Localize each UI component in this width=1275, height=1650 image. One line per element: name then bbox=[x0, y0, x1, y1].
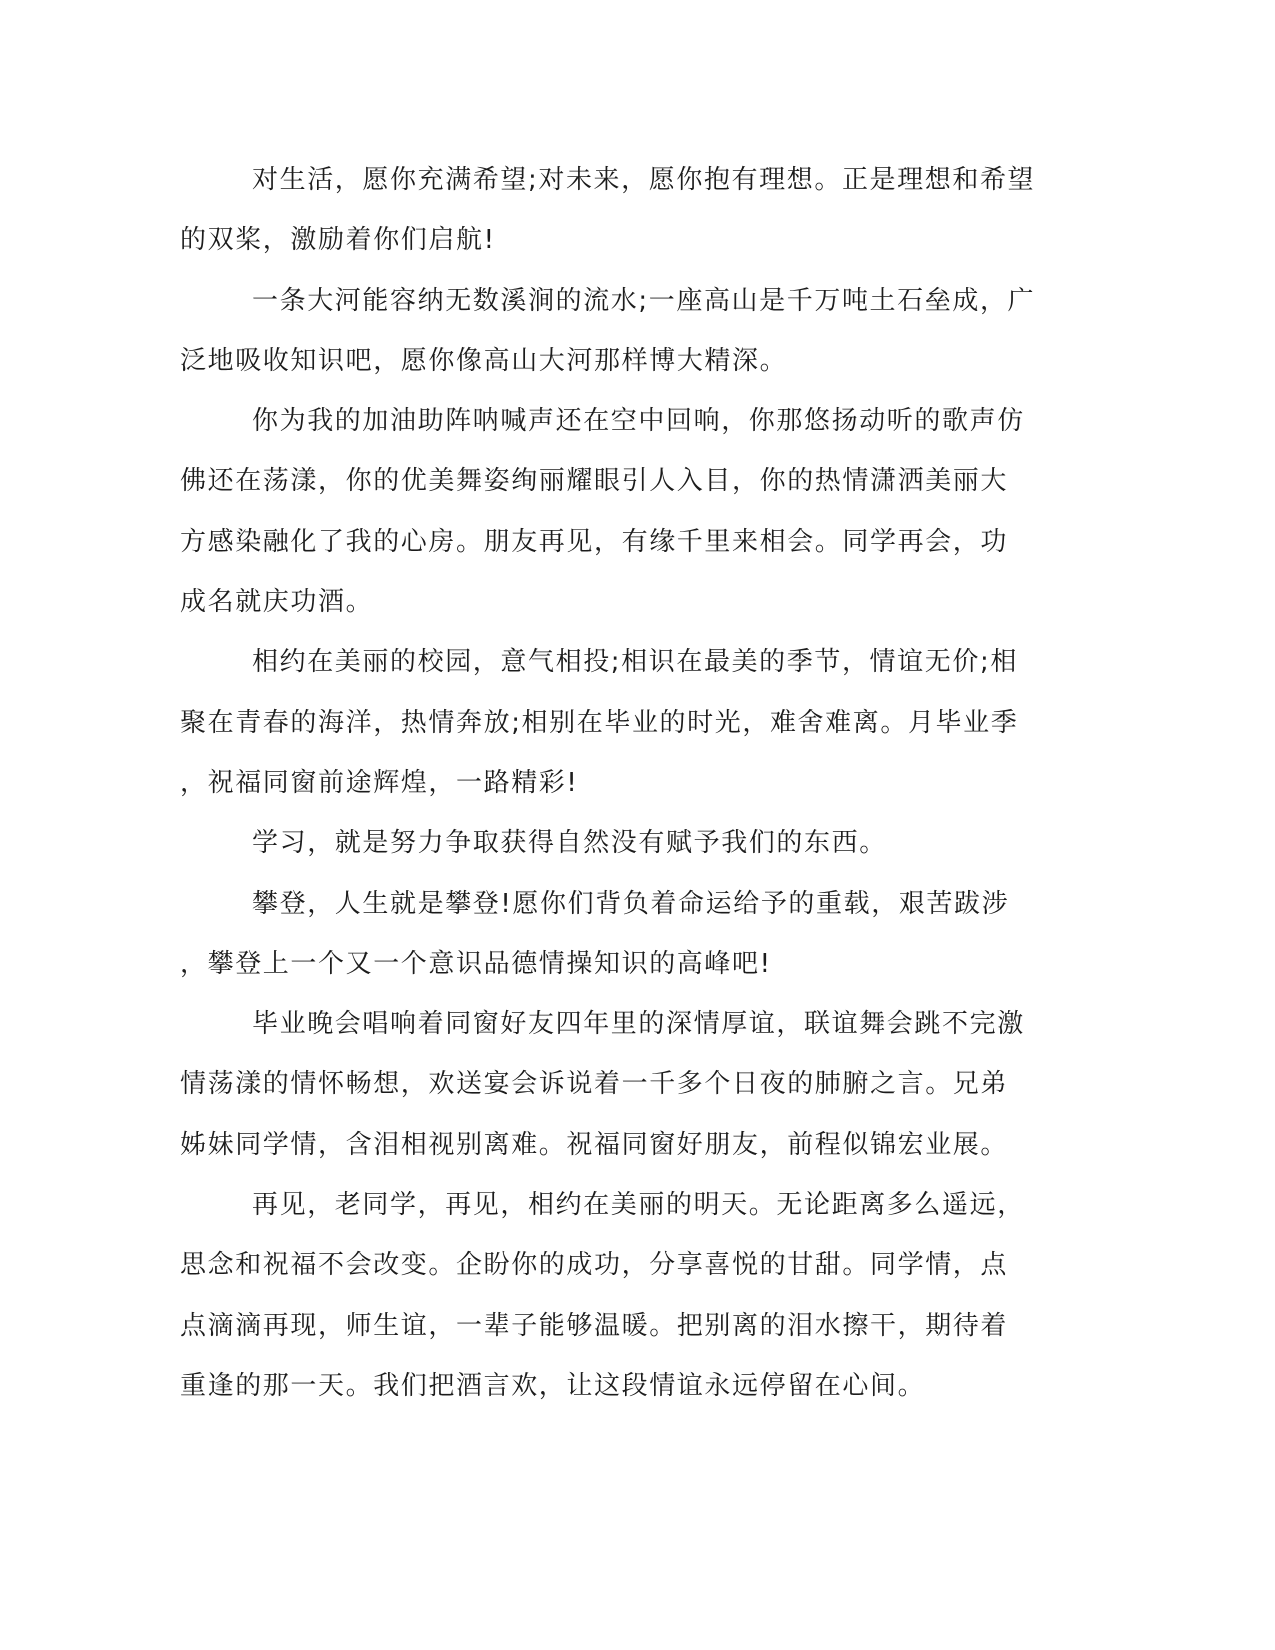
paragraph-line: 再见，老同学，再见，相约在美丽的明天。无论距离多么遥远， bbox=[252, 1190, 1025, 1221]
paragraph-line: 的双桨，激励着你们启航! bbox=[180, 225, 496, 256]
paragraph-line: 方感染融化了我的心房。朋友再见，有缘千里来相会。同学再会，功 bbox=[180, 526, 1009, 557]
document-body bbox=[180, 150, 1040, 1416]
paragraph-line: 佛还在荡漾，你的优美舞姿绚丽耀眼引人入目，你的热情潇洒美丽大 bbox=[180, 466, 1009, 497]
paragraph-line: 姊妹同学情，含泪相视别离难。祝福同窗好朋友，前程似锦宏业展。 bbox=[180, 1129, 1009, 1160]
paragraph-line: 成名就庆功酒。 bbox=[180, 587, 374, 618]
paragraph-line: 毕业晚会唱响着同窗好友四年里的深情厚谊，联谊舞会跳不完激 bbox=[252, 1009, 1025, 1040]
paragraph-line: 重逢的那一天。我们把酒言欢，让这段情谊永远停留在心间。 bbox=[180, 1370, 926, 1401]
paragraph-line: 对生活，愿你充满希望;对未来，愿你抱有理想。正是理想和希望 bbox=[252, 165, 1036, 195]
paragraph-line: 点滴滴再现，师生谊，一辈子能够温暖。把别离的泪水擦干，期待着 bbox=[180, 1310, 1009, 1341]
paragraph-line: 攀登，人生就是攀登!愿你们背负着命运给予的重载，艰苦跋涉 bbox=[252, 888, 1010, 919]
paragraph-line: 学习，就是努力争取获得自然没有赋予我们的东西。 bbox=[252, 828, 887, 859]
paragraph-line: 情荡漾的情怀畅想，欢送宴会诉说着一千多个日夜的肺腑之言。兄弟 bbox=[180, 1069, 1009, 1100]
paragraph-line: 聚在青春的海洋，热情奔放;相别在毕业的时光，难舍难离。月毕业季 bbox=[180, 707, 1019, 738]
paragraph-line: ，攀登上一个又一个意识品德情操知识的高峰吧! bbox=[180, 948, 772, 979]
paragraph-line: 一条大河能容纳无数溪涧的流水;一座高山是千万吨土石垒成，广 bbox=[252, 285, 1036, 316]
paragraph-line: 相约在美丽的校园，意气相投;相识在最美的季节，情谊无价;相 bbox=[252, 647, 1018, 678]
paragraph-line: ，祝福同窗前途辉煌，一路精彩! bbox=[180, 767, 579, 798]
paragraph-line: 你为我的加油助阵呐喊声还在空中回响，你那悠扬动听的歌声仿 bbox=[252, 406, 1025, 437]
paragraph-line: 思念和祝福不会改变。企盼你的成功，分享喜悦的甘甜。同学情，点 bbox=[180, 1250, 1009, 1281]
paragraph-line: 泛地吸收知识吧，愿你像高山大河那样博大精深。 bbox=[180, 345, 788, 376]
